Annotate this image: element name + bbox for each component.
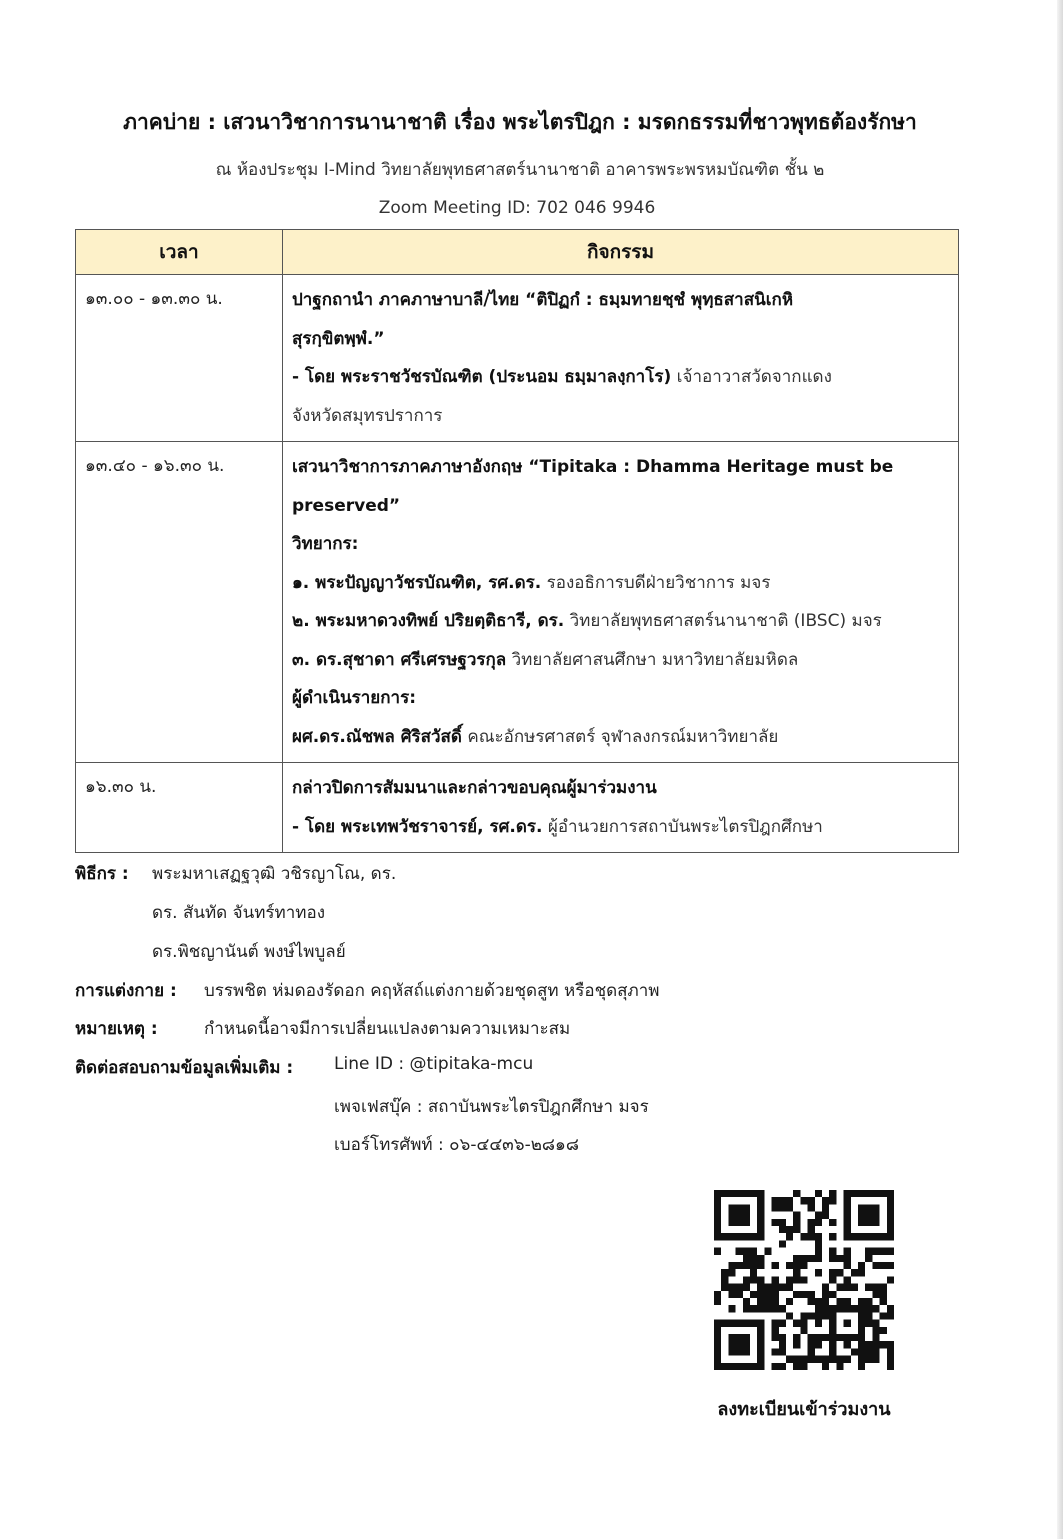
note-label: หมายเหตุ : (75, 1019, 158, 1039)
contact-phone: เบอร์โทรศัพท์ : ๐๖-๔๔๓๖-๒๘๑๘ (334, 1135, 579, 1155)
schedule-table (75, 229, 959, 853)
activity-line: จังหวัดสมุทรปราการ (292, 405, 443, 426)
moderator-label: ผู้ดำเนินรายการ: (292, 688, 417, 708)
venue-text: ณ ห้องประชุม I-Mind วิทยาลัยพุทธศาสตร์นานาชาติ อาคารพระพรหมบัณฑิต ชั้น ๒ (215, 160, 825, 180)
page-edge-shadow (1057, 0, 1063, 1539)
row-activity (283, 275, 959, 442)
activity-line (292, 358, 950, 397)
page-title: ภาคบ่าย : เสวนาวิชาการนานาชาติ เรื่อง พระไตรปิฎก : มรดกธรรมที่ชาวพุทธต้องรักษา (123, 110, 917, 134)
speaker-line (292, 641, 950, 680)
registration-qr-code[interactable] (714, 1190, 894, 1370)
speaker-name: - โดย พระราชวัชรบัณฑิต (ประนอม ธมฺมาลงฺกาโร) (292, 367, 672, 387)
note-text: กำหนดนี้อาจมีการเปลี่ยนแปลงตามความเหมาะสม (204, 1019, 571, 1039)
contact-facebook: เพจเฟสบุ๊ค : สถาบันพระไตรปิฎกศึกษา มจร (334, 1097, 649, 1117)
row-time: ๑๓.๔๐ - ๑๖.๓๐ น. (76, 442, 283, 763)
moderator-role: คณะอักษรศาสตร์ จุฬาลงกรณ์มหาวิทยาลัย (461, 726, 779, 747)
activity-line: preserved” (292, 495, 401, 516)
activity-line: สุรกฺขิตพฺพํ.” (292, 328, 385, 349)
mc-name: ดร.พิชญานันต์ พงษ์ไพบูลย์ (152, 942, 346, 962)
speaker-role: วิทยาลัยพุทธศาสตร์นานาชาติ (IBSC) มจร (564, 611, 882, 631)
activity-line: เสวนาวิชาการภาคภาษาอังกฤษ “Tipitaka : Dhamma Heritage must be (292, 457, 894, 477)
activity-line: กล่าวปิดการสัมมนาและกล่าวขอบคุณผู้มาร่วมงาน (292, 778, 657, 798)
table-header-row (76, 230, 959, 275)
column-header-time: เวลา (76, 230, 283, 275)
moderator-name: ผศ.ดร.ณัชพล ศิริสวัสดิ์ (292, 726, 462, 747)
contact-line (75, 1054, 534, 1081)
qr-caption: ลงทะเบียนเข้าร่วมงาน (717, 1399, 891, 1420)
mc-name: ดร. สันทัด จันทร์ทาทอง (152, 903, 326, 923)
row-activity (283, 763, 959, 853)
dress-code-line (75, 977, 660, 1004)
speaker-name: ๓. ดร.สุชาดา ศรีเศรษฐวรกุล (292, 649, 507, 670)
row-activity (283, 442, 959, 763)
dress-code-text: บรรพชิต ห่มดองรัดอก คฤหัสถ์แต่งกายด้วยชุดสูท หรือชุดสุภาพ (204, 981, 660, 1001)
table-row (76, 275, 959, 442)
speaker-role: วิทยาลัยศาสนศึกษา มหาวิทยาลัยมหิดล (506, 649, 799, 670)
speaker-role: ผู้อำนวยการสถาบันพระไตรปิฎกศึกษา (542, 816, 823, 837)
table-row (76, 442, 959, 763)
speaker-role: เจ้าอาวาสวัดจากแดง (671, 367, 832, 387)
activity-line: ปาฐกถานำ ภาคภาษาบาลี/ไทย “ติปิฏกํ : ธมฺมทายชฺชํ พุทฺธสาสนิเกหิ (292, 290, 794, 310)
table-row (76, 763, 959, 853)
zoom-meeting-id: Zoom Meeting ID: 702 046 9946 (378, 198, 656, 218)
moderator-line (292, 718, 950, 757)
speaker-name: ๑. พระปัญญาวัชรบัณฑิต, รศ.ดร. (292, 572, 542, 593)
activity-line (292, 808, 950, 847)
row-time: ๑๖.๓๐ น. (76, 763, 283, 853)
mc-line-1 (75, 860, 397, 887)
contact-line-id: Line ID : @tipitaka-mcu (334, 1054, 534, 1074)
speaker-name: - โดย พระเทพวัชราจารย์, รศ.ดร. (292, 816, 543, 837)
speaker-name: ๒. พระมหาดวงทิพย์ ปริยตฺติธารี, ดร. (292, 611, 565, 631)
speakers-label: วิทยากร: (292, 534, 359, 554)
speaker-line (292, 564, 950, 603)
column-header-activity: กิจกรรม (283, 230, 959, 275)
mc-label: พิธีกร : (75, 864, 129, 884)
mc-name: พระมหาเสฏฐวุฒิ วชิรญาโณ, ดร. (152, 864, 397, 884)
row-time: ๑๓.๐๐ - ๑๓.๓๐ น. (76, 275, 283, 442)
speaker-role: รองอธิการบดีฝ่ายวิชาการ มจร (541, 572, 771, 593)
note-line (75, 1015, 571, 1042)
speaker-line (292, 602, 950, 641)
contact-label: ติดต่อสอบถามข้อมูลเพิ่มเติม : (75, 1058, 294, 1078)
dress-code-label: การแต่งกาย : (75, 981, 177, 1001)
